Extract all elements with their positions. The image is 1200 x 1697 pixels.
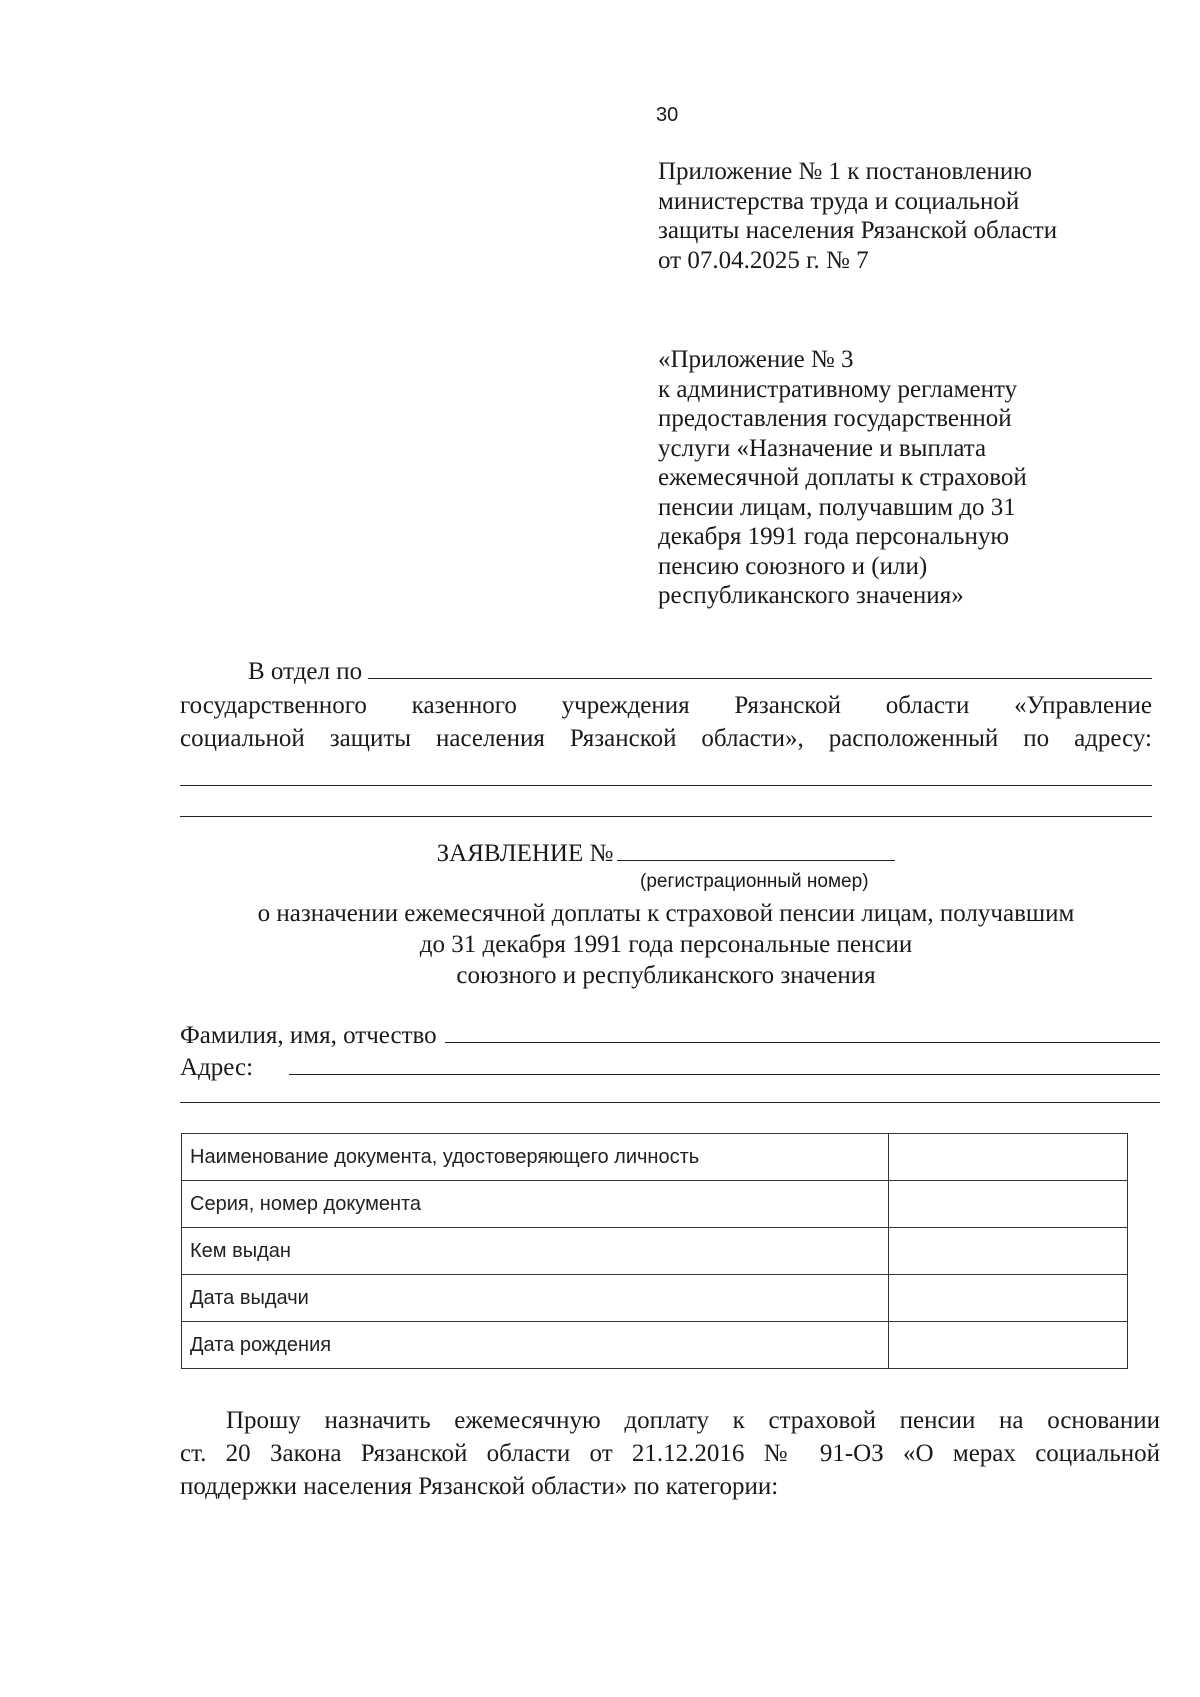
statement-subtitle-line: союзного и республиканского значения	[456, 962, 876, 989]
appendix-3-line: декабря 1991 года персональную	[658, 523, 1010, 550]
department-label: В отдел по	[248, 658, 363, 685]
statement-title-row	[180, 838, 1152, 868]
table-cell-label: Дата выдачи	[182, 1275, 889, 1322]
appendix-3-line: республиканского значения»	[658, 582, 964, 609]
address-row	[180, 1052, 1160, 1082]
appendix-3-reference	[658, 345, 1027, 611]
appendix-1-line: от 07.04.2025 г. № 7	[658, 246, 869, 274]
institution-address-blank-2[interactable]	[180, 786, 1152, 817]
address-field[interactable]	[289, 1052, 1160, 1075]
appendix-1-reference	[658, 157, 1057, 275]
fio-row	[180, 1020, 1160, 1050]
table-row	[182, 1181, 1128, 1228]
appendix-3-line: «Приложение № 3	[658, 346, 854, 373]
appendix-1-line: Приложение № 1 к постановлению	[658, 158, 1032, 185]
department-blank-field[interactable]	[368, 656, 1152, 679]
registration-number-caption: (регистрационный номер)	[640, 871, 869, 892]
identity-document-table	[181, 1133, 1128, 1369]
table-cell-value[interactable]	[889, 1228, 1128, 1275]
appendix-3-line: пенсии лицам, получавшим до 31	[658, 493, 1016, 521]
statement-subtitle-line: до 31 декабря 1991 года персональные пенсии	[419, 931, 913, 958]
request-line: Прошу назначить ежемесячную доплату к страховой пенсии на основании	[226, 1407, 1160, 1434]
institution-address-blank-1[interactable]	[180, 755, 1152, 786]
appendix-1-line: министерства труда и социальной	[658, 187, 1020, 215]
request-paragraph	[180, 1404, 1160, 1503]
statement-subtitle-line: о назначении ежемесячной доплаты к страховой пенсии лицам, получавшим	[257, 900, 1075, 927]
fio-label: Фамилия, имя, отчество	[180, 1022, 437, 1049]
appendix-3-line: ежемесячной доплаты к страховой	[658, 464, 1027, 491]
recipient-address-block	[180, 656, 1152, 817]
table-cell-label: Кем выдан	[182, 1228, 889, 1275]
fio-field[interactable]	[445, 1020, 1160, 1043]
statement-title: ЗАЯВЛЕНИЕ №	[436, 840, 614, 867]
page-number: 30	[656, 104, 679, 126]
table-row	[182, 1275, 1128, 1322]
appendix-3-line: предоставления государственной	[658, 405, 1012, 432]
address-field-extra-line[interactable]	[180, 1082, 1160, 1103]
table-cell-value[interactable]	[889, 1134, 1128, 1181]
table-row	[182, 1322, 1128, 1369]
statement-subtitle	[180, 898, 1152, 991]
table-cell-label: Наименование документа, удостоверяющего личность	[182, 1134, 889, 1181]
registration-number-field[interactable]	[617, 838, 895, 861]
appendix-3-line: услуги «Назначение и выплата	[658, 434, 987, 462]
request-line: поддержки населения Рязанской области» по категории:	[180, 1473, 779, 1500]
institution-address-line: социальной защиты населения Рязанской области», расположенный по адресу:	[180, 725, 1152, 752]
request-line: ст. 20 Закона Рязанской области от 21.12.2016 № 91-ОЗ «О мерах социальной	[180, 1440, 1160, 1467]
table-cell-value[interactable]	[889, 1275, 1128, 1322]
table-cell-label: Дата рождения	[182, 1322, 889, 1369]
table-row	[182, 1228, 1128, 1275]
table-row	[182, 1134, 1128, 1181]
appendix-3-line: пенсию союзного и (или)	[658, 552, 928, 580]
appendix-3-line: к административному регламенту	[658, 375, 1018, 403]
appendix-1-line: защиты населения Рязанской области	[658, 217, 1058, 244]
institution-line: государственного казенного учреждения Рязанской области «Управление	[180, 692, 1152, 719]
department-line	[180, 656, 1152, 689]
table-cell-value[interactable]	[889, 1322, 1128, 1369]
table-cell-label: Серия, номер документа	[182, 1181, 889, 1228]
address-label: Адрес:	[180, 1054, 254, 1081]
table-cell-value[interactable]	[889, 1181, 1128, 1228]
